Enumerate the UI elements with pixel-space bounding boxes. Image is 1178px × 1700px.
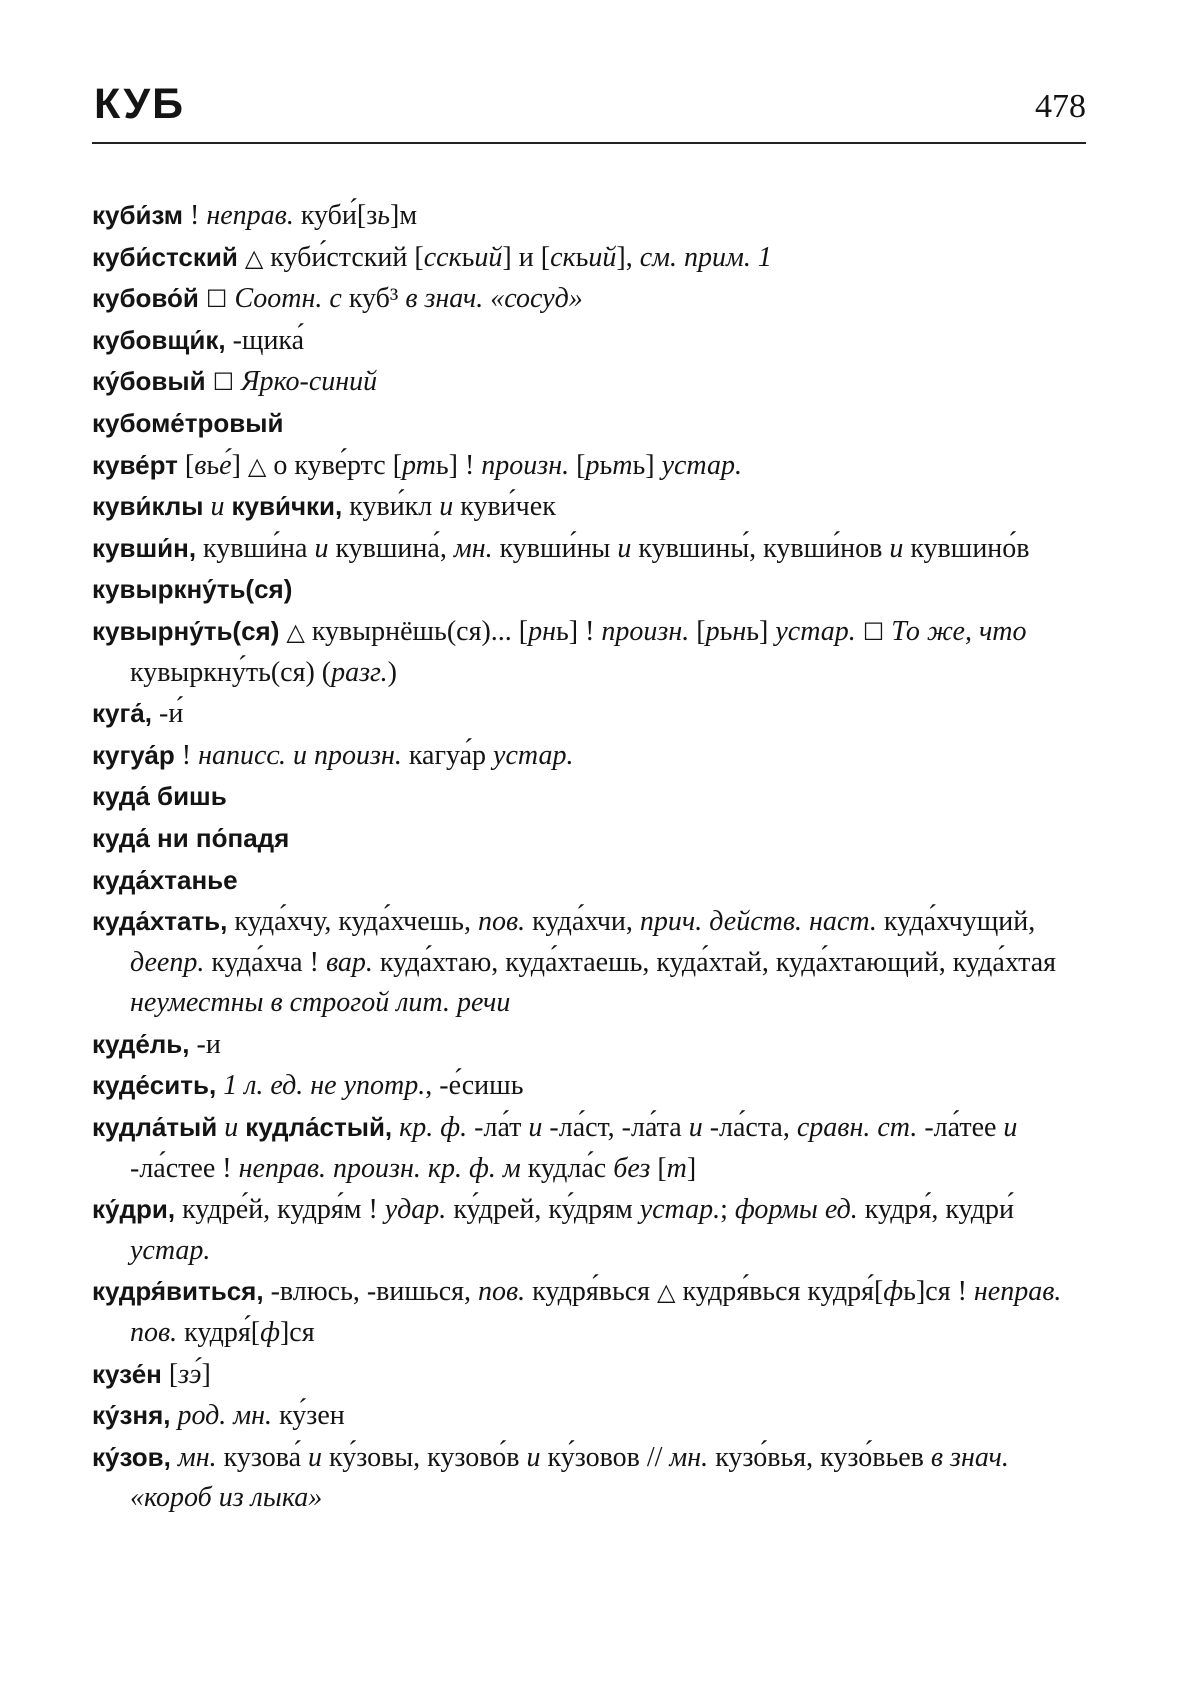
- headword: куби́стский: [92, 241, 238, 272]
- entry-text: [171, 1442, 178, 1473]
- italic-note: р: [705, 615, 720, 647]
- italic-note: и: [224, 1112, 239, 1144]
- entry-text: [225, 491, 232, 522]
- italic-note: прич. действ. наст.: [639, 906, 877, 938]
- entry-text: ь: [575, 241, 589, 273]
- italic-note: в: [194, 449, 207, 481]
- italic-note: формы ед.: [734, 1194, 858, 1226]
- italic-note: пов.: [477, 906, 526, 938]
- entry-text: кувши́ны: [492, 532, 618, 564]
- entry-text: ку́дрей, ку́дрям: [446, 1194, 640, 1226]
- headword: куда́ бишь: [92, 781, 227, 812]
- dictionary-entry: [92, 1437, 1086, 1519]
- entry-text: кудре́й, кудря́м !: [175, 1194, 385, 1226]
- dictionary-entry: [92, 1024, 1086, 1066]
- entry-text: -влюсь, -вишься,: [263, 1276, 479, 1308]
- entry-text: ;: [720, 1194, 735, 1226]
- headword: кубовщи́к,: [92, 324, 226, 355]
- entry-text: кувыркну́ть(ся) (: [130, 615, 1034, 688]
- entry-text: кудря́, кудри́: [857, 1194, 1021, 1226]
- entry-text: куб³: [341, 283, 406, 315]
- italic-note: устар.: [639, 1194, 721, 1226]
- italic-note: и: [889, 532, 904, 564]
- entry-text: [: [177, 449, 195, 481]
- italic-note: и: [528, 1112, 543, 1144]
- italic-note: и: [210, 491, 225, 523]
- entry-text: ] и [: [502, 241, 551, 273]
- dictionary-entry: [92, 403, 1086, 445]
- entry-text: кузова́: [216, 1441, 308, 1473]
- entry-text: куви́кл: [342, 491, 440, 523]
- dictionary-entry: [92, 528, 1086, 570]
- italic-note: устар.: [493, 739, 574, 771]
- headword: кувырну́ть(ся): [92, 615, 280, 646]
- symbol-mark: △: [247, 451, 267, 480]
- entry-text: ь] !: [556, 615, 602, 647]
- headword: куде́сить,: [92, 1070, 217, 1101]
- italic-note: кр. ф.: [399, 1112, 468, 1144]
- entry-text: кувырнёшь(ся)... [: [304, 615, 529, 647]
- italic-note: зэ́: [178, 1358, 202, 1390]
- entry-text: куда́хтаю, куда́хтаешь, куда́хтай, куда́хтающий, куда́хтая: [372, 946, 1064, 978]
- italic-note: мн.: [177, 1441, 217, 1473]
- entry-text: -и: [189, 1028, 221, 1060]
- entry-text: -щика́: [225, 324, 305, 356]
- italic-note: устар.: [661, 449, 742, 481]
- italic-note: написᴄ. и произн.: [198, 739, 402, 771]
- dictionary-entry: [92, 361, 1086, 403]
- dictionary-entry: [92, 735, 1086, 777]
- headword: куби́зм: [92, 200, 184, 230]
- headword: куга́,: [92, 698, 152, 729]
- headword: кугуа́р: [92, 739, 175, 770]
- dictionary-entry: [92, 611, 1086, 693]
- entry-text: ],: [616, 241, 640, 273]
- entry-text: [199, 283, 206, 314]
- headword: кувыркну́ть(ся): [92, 574, 293, 605]
- entry-text: ь: [599, 449, 613, 481]
- italic-note: и: [688, 1112, 703, 1144]
- italic-note: удар.: [384, 1194, 447, 1226]
- page-header: [92, 80, 1086, 144]
- italic-note: рн: [528, 615, 556, 647]
- entry-text: , -е́сишь: [425, 1070, 524, 1102]
- italic-note: ск: [550, 241, 576, 273]
- entry-text: [171, 1400, 178, 1431]
- headword: ку́зня,: [92, 1400, 171, 1431]
- entry-text: [204, 491, 211, 522]
- italic-note: Соотн. с: [234, 283, 342, 315]
- entry-text: ]: [201, 1358, 211, 1390]
- headword: куви́клы: [92, 491, 204, 522]
- italic-note: мн.: [453, 532, 493, 564]
- dictionary-entry: [92, 901, 1086, 1024]
- headword: куве́рт: [92, 449, 178, 480]
- entry-text: кагуа́р: [401, 739, 494, 771]
- entry-text: кувшина́,: [328, 532, 454, 564]
- italic-note: ф: [260, 1317, 280, 1349]
- headword: ку́зов,: [92, 1441, 171, 1472]
- italic-note: и: [617, 532, 632, 564]
- symbol-mark: ☐: [862, 617, 885, 646]
- entry-text: кудря́[: [177, 1317, 261, 1349]
- entry-text: ь]ся !: [903, 1276, 974, 1308]
- italic-note: 1 л. ед. не употр.: [223, 1070, 426, 1102]
- headword: кудла́стый,: [245, 1112, 393, 1143]
- entry-text: !: [174, 739, 199, 771]
- entry-text: куда́хчущий,: [876, 906, 1043, 938]
- entry-text: куби́стский [: [263, 241, 424, 273]
- dictionary-entry: [92, 776, 1086, 818]
- italic-note: и: [314, 532, 329, 564]
- italic-note: рт: [402, 449, 436, 481]
- italic-note: неуместны в строгой лит. речи: [130, 987, 511, 1019]
- dictionary-entry: [92, 1189, 1086, 1271]
- headword: куда́ ни по́падя: [92, 822, 290, 853]
- entry-text: ку́зен: [272, 1400, 345, 1432]
- entry-text: ку́зовы, кузово́в: [322, 1441, 527, 1473]
- dictionary-entry: [92, 195, 1086, 237]
- headword: ку́дри,: [92, 1194, 176, 1225]
- italic-note: род. мн.: [177, 1400, 273, 1432]
- entry-text: кувши́на: [196, 532, 315, 564]
- headword: кубово́й: [92, 283, 199, 314]
- entry-text: -ла́ст, -ла́та: [542, 1112, 689, 1144]
- headword: кузе́н: [92, 1358, 162, 1389]
- italic-note: вар.: [325, 946, 373, 978]
- dictionary-entry: [92, 569, 1086, 611]
- headword: кудря́виться,: [92, 1276, 264, 1307]
- italic-note: То же, что: [891, 615, 1027, 647]
- headword: куда́хтать,: [92, 906, 228, 937]
- entry-text: кувшины́, кувши́нов: [631, 532, 890, 564]
- italic-note: е́: [219, 449, 232, 481]
- italic-note: мн.: [669, 1441, 709, 1473]
- dictionary-entry: [92, 860, 1086, 902]
- italic-note: ь: [377, 200, 391, 231]
- page-number: 478: [1035, 88, 1086, 125]
- dictionary-entry: [92, 1395, 1086, 1437]
- italic-note: и: [1003, 1112, 1018, 1144]
- italic-note: сравн. ст.: [796, 1112, 918, 1144]
- italic-note: разг.: [331, 656, 388, 688]
- dictionary-entry: [92, 693, 1086, 735]
- italic-note: и: [526, 1441, 541, 1473]
- entry-text: [238, 242, 245, 273]
- headword: кубоме́тровый: [92, 407, 284, 438]
- dictionary-entry: [92, 486, 1086, 528]
- dictionary-entry: [92, 1271, 1086, 1353]
- headword: кувши́н,: [92, 532, 197, 563]
- italic-note: и: [308, 1441, 322, 1473]
- italic-note: т: [666, 1152, 687, 1184]
- entry-text: кувшино́в: [903, 532, 1030, 564]
- dictionary-entry: [92, 320, 1086, 362]
- italic-note: ий: [474, 241, 503, 273]
- headword: куде́ль,: [92, 1028, 190, 1059]
- italic-note: неправ.: [206, 200, 294, 231]
- dictionary-entry: [92, 1065, 1086, 1107]
- entry-text: о куве́ртс [: [266, 449, 403, 481]
- dictionary-entry: [92, 818, 1086, 860]
- entry-text: ь]: [746, 615, 776, 647]
- headword: ку́бовый: [92, 366, 206, 397]
- italic-note: Ярко-синий: [241, 366, 378, 398]
- italic-note: произн.: [601, 615, 690, 647]
- entry-text: ь: [719, 615, 733, 647]
- entry-text: кудря́вься кудря́[: [675, 1276, 884, 1308]
- entry-text: -ла́стее !: [130, 1112, 1025, 1184]
- entry-text: куда́хчи,: [525, 906, 640, 938]
- entry-text: куби́[з: [293, 200, 378, 231]
- italic-note: и: [439, 491, 454, 523]
- entry-text: !: [183, 200, 207, 231]
- entry-text: [856, 616, 863, 647]
- italic-note: в знач. «короб из лыка»: [130, 1441, 1016, 1514]
- entry-list: [92, 195, 1086, 1519]
- entry-text: [: [161, 1358, 179, 1390]
- entry-text: ]м: [390, 200, 418, 231]
- italic-note: н: [732, 615, 747, 647]
- entry-text: ь] !: [435, 449, 482, 481]
- symbol-mark: △: [657, 1278, 676, 1307]
- entry-text: ь: [206, 449, 220, 481]
- entry-text: ]: [686, 1152, 697, 1184]
- entry-text: -и́: [152, 698, 184, 730]
- entry-text: [206, 366, 213, 397]
- dictionary-entry: [92, 237, 1086, 279]
- entry-text: ): [387, 656, 397, 688]
- italic-note: неправ. произн. кр. ф. м: [238, 1152, 521, 1184]
- italic-note: ий: [588, 241, 617, 273]
- entry-text: -ла́тее: [917, 1112, 1004, 1144]
- italic-note: р: [585, 449, 600, 481]
- running-head: КУБ: [94, 80, 185, 128]
- symbol-mark: ☐: [212, 368, 235, 397]
- symbol-mark: ☐: [205, 285, 228, 314]
- dictionary-entry: [92, 1107, 1086, 1189]
- headword: куда́хтанье: [92, 864, 238, 895]
- headword: куви́чки,: [231, 491, 343, 522]
- italic-note: в знач. «сосуд»: [405, 283, 583, 315]
- italic-note: произн.: [481, 449, 570, 481]
- italic-note: устар.: [130, 1234, 211, 1266]
- entry-text: ь: [461, 241, 475, 273]
- italic-note: см. прим. 1: [639, 241, 772, 273]
- dictionary-entry: [92, 445, 1086, 487]
- italic-note: ф: [883, 1276, 904, 1308]
- italic-note: устар.: [775, 615, 856, 647]
- italic-note: без: [613, 1152, 651, 1184]
- italic-note: т: [612, 449, 633, 481]
- italic-note: сск: [423, 241, 462, 273]
- entry-text: -ла́ста,: [702, 1112, 797, 1144]
- entry-text: кудла́с: [520, 1152, 614, 1184]
- symbol-mark: △: [244, 243, 264, 272]
- italic-note: деепр.: [130, 946, 205, 978]
- dictionary-entry: [92, 278, 1086, 320]
- dictionary-entry: [92, 1354, 1086, 1396]
- entry-text: куви́чек: [453, 491, 556, 523]
- headword: кудла́тый: [92, 1112, 218, 1143]
- italic-note: неправ. пов.: [130, 1276, 1069, 1349]
- entry-text: [: [650, 1152, 667, 1184]
- entry-text: куда́хча !: [204, 946, 326, 978]
- entry-text: -ла́т: [467, 1112, 529, 1144]
- entry-text: куда́хчу, куда́хчешь,: [227, 906, 478, 938]
- entry-text: [: [569, 449, 586, 481]
- entry-text: ку́зовов //: [540, 1441, 670, 1473]
- entry-text: [: [689, 615, 706, 647]
- entry-text: ]ся: [279, 1317, 315, 1349]
- symbol-mark: △: [286, 617, 305, 646]
- entry-text: ]: [231, 449, 248, 481]
- italic-note: пов.: [478, 1276, 526, 1308]
- entry-text: ь]: [632, 449, 662, 481]
- entry-text: кузо́вья, кузо́вьев: [708, 1441, 931, 1473]
- entry-text: кудря́вься: [525, 1276, 658, 1308]
